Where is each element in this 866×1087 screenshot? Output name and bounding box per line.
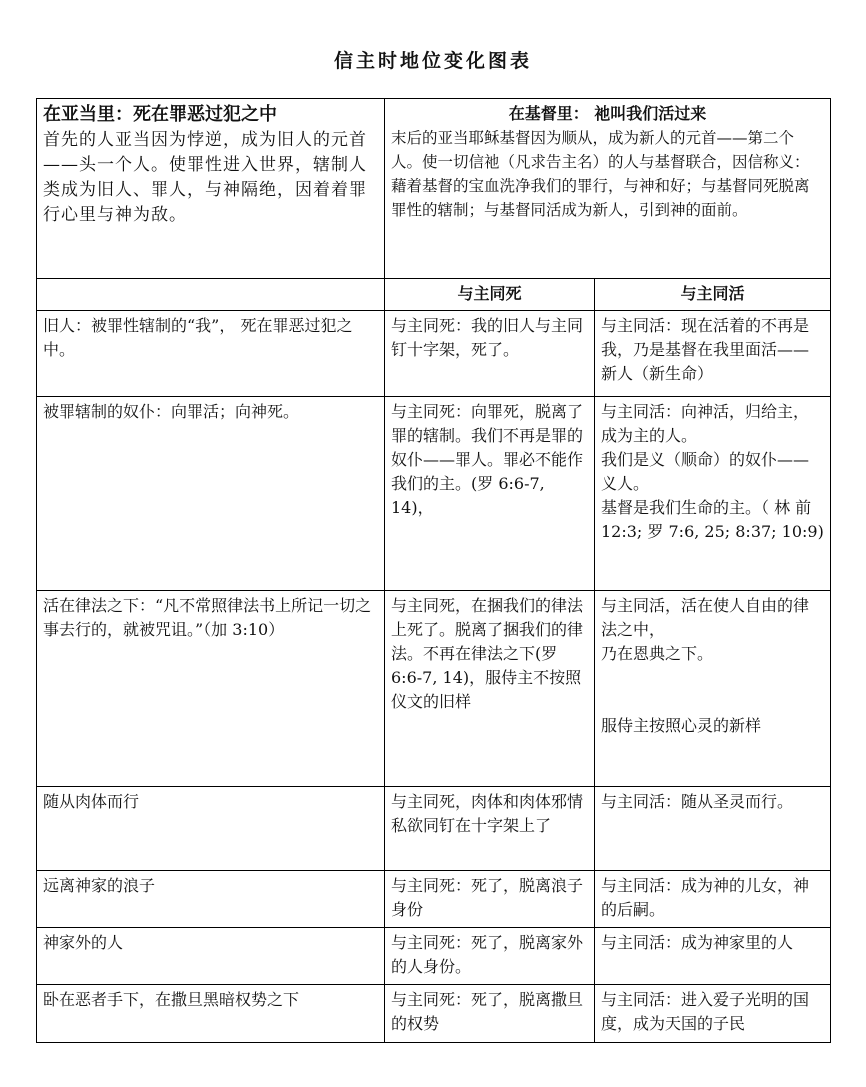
cell-line: 与主同活：成为神家里的人 [601,933,794,952]
page-title: 信主时地位变化图表 [333,50,532,72]
lived-cell [595,928,831,985]
cell-line: 与主同活：进入爱子光明的国度，成为天国的子民 [601,990,810,1033]
cell-line: 与主同死：死了，脱离浪子身份 [391,876,584,919]
died-cell [385,928,595,985]
old-state-cell: 卧在恶者手下，在撒旦黑暗权势之下 [37,985,385,1043]
cell-line: 与主同死，肉体和肉体邪情私欲同钉在十字架上了 [391,792,584,835]
cell-line: 基督是我们生命的主。（ 林 前 12:3; 罗 7:6, 25; 8:37; 10:9) [601,498,824,541]
christ-title: 在基督里： 祂叫我们活过来 [508,104,707,123]
died-cell [385,871,595,928]
table-row [37,397,831,591]
lived-cell [595,591,831,787]
died-cell [385,787,595,871]
column-header-lived: 与主同活 [595,279,831,311]
table-row [37,928,831,985]
table-row [37,871,831,928]
christ-header-cell [385,99,831,279]
cell-line: 乃在恩典之下。 [601,644,714,663]
adam-title: 在亚当里：死在罪恶过犯之中 [43,104,277,125]
status-change-table [36,98,831,1043]
lived-cell [595,311,831,397]
cell-gap [601,690,824,714]
lived-cell [595,787,831,871]
cell-line: 服侍主按照心灵的新样 [601,716,762,735]
cell-line: 与主同活：成为神的儿女，神的后嗣。 [601,876,810,919]
cell-line: 与主同死：死了，脱离撒旦的权势 [391,990,584,1033]
table-row [37,985,831,1043]
table-row [37,591,831,787]
table-row [37,787,831,871]
cell-line: 我们是义（顺命）的奴仆——义人。 [601,450,810,493]
cell-line: 与主同活：向神活，归给主，成为主的人。 [601,402,810,445]
old-state-cell: 神家外的人 [37,928,385,985]
lived-cell [595,871,831,928]
cell-line: 与主同死：我的旧人与主同钉十字架，死了。 [391,316,584,359]
column-header-blank [37,279,385,311]
lived-cell [595,397,831,591]
cell-line: 与主同死：死了，脱离家外的人身份。 [391,933,584,976]
column-header-row [37,279,831,311]
lived-cell [595,985,831,1043]
adam-description: 首先的人亚当因为悖逆，成为旧人的元首——头一个人。使罪性进入世界，辖制人类成为旧人、罪人，与神隔绝，因着着罪行心里与神为敌。 [43,130,367,225]
died-cell [385,985,595,1043]
old-state-cell: 旧人：被罪性辖制的“我”， 死在罪恶过犯之中。 [37,311,385,397]
cell-line: 与主同死：向罪死，脱离了罪的辖制。我们不再是罪的奴仆——罪人。罪必不能作我们的主。(罗 6:6-7, 14)， [391,402,584,517]
cell-gap [601,666,824,690]
cell-line: 与主同活，活在使人自由的律法之中， [601,596,810,639]
adam-header-cell [37,99,385,279]
old-state-cell: 活在律法之下：“凡不常照律法书上所记一切之事去行的，就被咒诅。”（加 3:10） [37,591,385,787]
died-cell [385,397,595,591]
cell-line: 与主同死，在捆我们的律法上死了。脱离了捆我们的律法。不再在律法之下(罗 6:6-7, 14)，服侍主不按照仪文的旧样 [391,596,584,711]
header-row [37,99,831,279]
died-cell [385,311,595,397]
column-header-died: 与主同死 [385,279,595,311]
cell-line: 与主同活：现在活着的不再是我，乃是基督在我里面活——新人（新生命） [601,316,810,383]
old-state-cell: 被罪辖制的奴仆：向罪活；向神死。 [37,397,385,591]
died-cell [385,591,595,787]
old-state-cell: 随从肉体而行 [37,787,385,871]
table-row [37,311,831,397]
old-state-cell: 远离神家的浪子 [37,871,385,928]
christ-description: 末后的亚当耶稣基督因为顺从，成为新人的元首——第二个人。使一切信祂（凡求告主名）的人与基督联合，因信称义：藉着基督的宝血洗净我们的罪行，与神和好；与基督同死脱离罪性的辖制；与基督同活成为新人，引到神的面前。 [391,129,810,219]
cell-line: 与主同活：随从圣灵而行。 [601,792,794,811]
